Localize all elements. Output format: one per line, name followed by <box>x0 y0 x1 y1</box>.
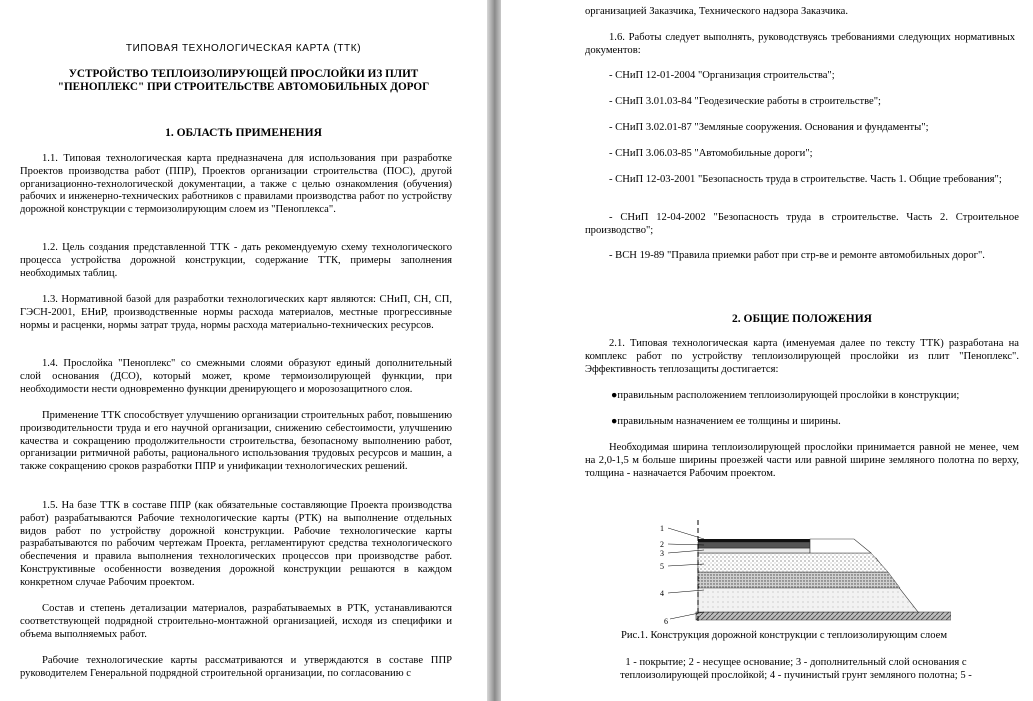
right-page <box>501 0 1033 701</box>
normative-doc-item: - СНиП 3.01.03-84 "Геодезические работы в строительстве"; <box>609 96 881 107</box>
road-structure-figure <box>656 520 951 630</box>
figure-label: 5 <box>660 562 664 571</box>
figure-caption: Рис.1. Конструкция дорожной конструкции с теплоизолирующим слоем <box>621 630 948 641</box>
paragraph-1-6: 1.6. Работы следует выполнять, руководствуясь требованиями следующих нормативных документов: <box>585 32 1015 56</box>
base-layer <box>698 542 810 548</box>
paragraph-1-2: 1.2. Цель создания представленной ТТК - дать рекомендуемую схему технологического процесса устройства дорожной конструкции, содержание ТТК, примеры заполнения необходимых таблиц. <box>20 242 452 279</box>
figure-label: 1 <box>660 524 664 533</box>
paragraph-1-5: 1.5. На базе ТТК в составе ППР (как обязательные составляющие Проекта производства работ) разрабатываются Рабочие технологические карты (РТК) на выполнение отдельных видов работ по устройству дорожной конструкции. Рабочие технологические карты разрабатываются по рабочим чертежам Проекта, регламентируют средства технологического обеспечения и правила выполнения технологических процессов при производстве работ. Конструктивные особенности возведения дорожной конструкции решаются в каждом конкретном случае Рабочим проектом. <box>20 500 452 588</box>
title-line-1: УСТРОЙСТВО ТЕПЛОИЗОЛИРУЮЩЕЙ ПРОСЛОЙКИ ИЗ ПЛИТ <box>68 68 419 80</box>
figure-label: 3 <box>660 549 664 558</box>
paragraph-rabochie: Рабочие технологические карты рассматриваются и утверждаются в составе ППР руководителем Генеральной подрядной строительной организации, по согласованию с <box>20 655 452 679</box>
normative-doc-item: - СНиП 12-01-2004 "Организация строительства"; <box>609 70 835 81</box>
normative-doc-item: - СНиП 3.02.01-87 "Земляные сооружения. Основания и фундаменты"; <box>609 122 929 133</box>
figure-label: 6 <box>664 617 668 626</box>
title-line-2: "ПЕНОПЛЕКС" ПРИ СТРОИТЕЛЬСТВЕ АВТОМОБИЛЬНЫХ ДОРОГ <box>57 81 430 93</box>
insulation-layer <box>698 548 810 553</box>
continued-line: организацией Заказчика, Технического надзора Заказчика. <box>585 6 849 17</box>
lower-layer <box>698 572 900 588</box>
bullet-item: ●правильным расположением теплоизолирующей прослойки в конструкции; <box>611 390 960 401</box>
figure-label: 2 <box>660 540 664 549</box>
pavement-layer <box>698 539 810 542</box>
document-title <box>40 68 447 94</box>
page-gutter <box>487 0 501 701</box>
paragraph-application: Применение ТТК способствует улучшению организации строительных работ, повышению производительности труда и его научной организации, снижению себестоимости, улучшению качества и сокращению продолжительности строительства, безопасному выполнению работ, организации ритмичной работы, рационального использования трудовых ресурсов и машин, а также сокращению сроков разработки ППР и унификации технологических решений. <box>20 410 452 473</box>
normative-doc-item: - СНиП 3.06.03-85 "Автомобильные дороги"; <box>609 148 813 159</box>
figure-legend-line-1: 1 - покрытие; 2 - несущее основание; 3 - дополнительный слой основания с <box>625 657 967 668</box>
paragraph-sostav: Состав и степень детализации материалов, разрабатываемых в РТК, устанавливаются соответствующей подрядной строительно-монтажной организацией, исходя из специфики и объема выполняемых работ. <box>20 603 452 640</box>
normative-doc-item: - ВСН 19-89 "Правила приемки работ при стр-ве и ремонте автомобильных дорог". <box>609 250 985 261</box>
left-page <box>0 0 487 701</box>
section-2-heading: 2. ОБЩИЕ ПОЛОЖЕНИЯ <box>732 313 872 325</box>
paragraph-1-4: 1.4. Прослойка "Пеноплекс" со смежными слоями образуют единый дополнительный слой основания (ДСО), который может, кроме термоизолирующей функции, при необходимости нести одновременно функции дренирующего и морозозащитного слоя. <box>20 358 452 395</box>
ground-layer <box>696 612 951 620</box>
bullet-item: ●правильным назначением ее толщины и ширины. <box>611 416 841 427</box>
figure-label: 4 <box>660 589 664 598</box>
paragraph-1-3: 1.3. Нормативной базой для разработки технологических карт являются: СНиП, СН, СП, ГЭСН-2001, ЕНиР, производственные нормы расхода материалов, местные прогрессивные нормы и расценки, нормы затрат труда, нормы расхода материально-технических ресурсов. <box>20 294 452 331</box>
road-structure-drawing <box>656 520 951 630</box>
figure-legend-line-2: теплоизолирующей прослойкой; 4 - пучинистый грунт земляного полотна; 5 - <box>620 670 972 681</box>
normative-doc-item: - СНиП 12-04-2002 "Безопасность труда в строительстве. Часть 2. Строительное производство"; <box>585 212 1019 236</box>
paragraph-1-1: 1.1. Типовая технологическая карта предназначена для использования при разработке Проектов производства работ (ППР), Проектов организации строительства (ПОС), другой организационно-технологической документации, а также с целью ознакомления (обучения) рабочих и инженерно-технических работников с правилами производства работ по устройству дорожной конструкции с термоизолирующим слоем из "Пеноплекса". <box>20 153 452 216</box>
additional-base-layer <box>698 553 888 572</box>
shoulder <box>810 539 871 553</box>
paragraph-2-1: 2.1. Типовая технологическая карта (именуемая далее по тексту ТТК) разработана на комплекс работ по устройству теплоизолирующей прослойки из плит "Пеноплекс". Эффективность теплозащиты достигается: <box>585 338 1019 375</box>
document-subtitle: ТИПОВАЯ ТЕХНОЛОГИЧЕСКАЯ КАРТА (ТТК) <box>125 43 362 54</box>
paragraph-width: Необходимая ширина теплоизолирующей прослойки принимается равной не менее, чем на 2,0-1,5 м больше ширины проезжей части или равной ширине земляного полотна по верху, толщина - назначается Рабочим проектом. <box>585 442 1019 479</box>
normative-doc-item: - СНиП 12-03-2001 "Безопасность труда в строительстве. Часть 1. Общие требования"; <box>609 174 1002 185</box>
section-1-heading: 1. ОБЛАСТЬ ПРИМЕНЕНИЯ <box>165 127 322 139</box>
figure-legend <box>586 656 1006 682</box>
